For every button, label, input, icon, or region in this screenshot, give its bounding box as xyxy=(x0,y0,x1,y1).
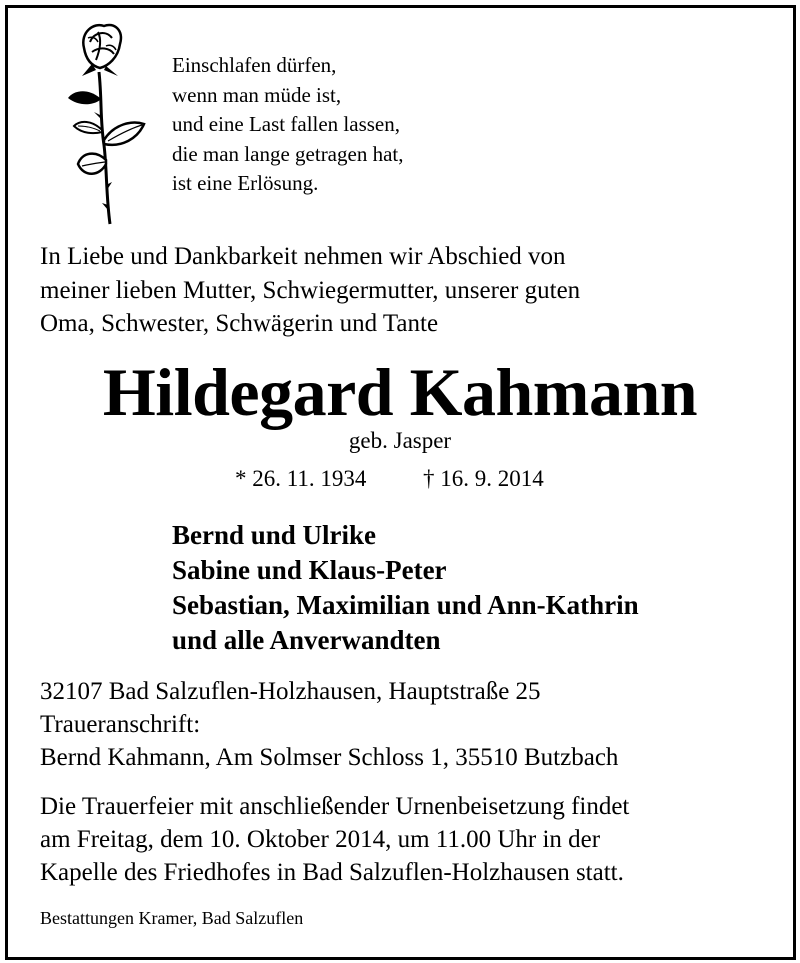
family-line: Sebastian, Maximilian und Ann-Kathrin xyxy=(172,590,639,620)
intro-line: In Liebe und Dankbarkeit nehmen wir Abschied von xyxy=(40,243,566,270)
poem-line: Einschlafen dürfen, xyxy=(172,53,337,77)
undertaker-credit: Bestattungen Kramer, Bad Salzuflen xyxy=(40,908,304,928)
ceremony-line: am Freitag, dem 10. Oktober 2014, um 11.00 Uhr in der xyxy=(40,826,601,853)
death-date: † 16. 9. 2014 xyxy=(423,466,544,491)
deceased-name: Hildegard Kahmann xyxy=(102,354,698,430)
intro-line: meiner lieben Mutter, Schwiegermutter, unserer guten xyxy=(40,276,581,304)
poem xyxy=(172,51,403,199)
poem-line: die man lange getragen hat, xyxy=(172,141,404,166)
residence-address: 32107 Bad Salzuflen-Holzhausen, Hauptstraße 25 xyxy=(40,678,541,705)
family-line: Sabine und Klaus-Peter xyxy=(172,555,447,585)
poem-line: ist eine Erlösung. xyxy=(172,171,319,195)
address-block xyxy=(40,675,618,774)
birth-date: * 26. 11. 1934 xyxy=(235,466,367,491)
poem-line: wenn man müde ist, xyxy=(172,82,342,107)
family-list xyxy=(172,518,639,658)
ceremony-info xyxy=(40,790,629,889)
ceremony-line: Die Trauerfeier mit anschließender Urnenbeisetzung findet xyxy=(40,793,630,820)
rose-icon xyxy=(62,20,146,226)
intro-line: Oma, Schwester, Schwägerin und Tante xyxy=(40,310,439,337)
mourning-address-label: Traueranschrift: xyxy=(40,711,201,738)
mourning-address: Bernd Kahmann, Am Solmser Schloss 1, 35510 Butzbach xyxy=(40,744,619,771)
maiden-name: geb. Jasper xyxy=(348,428,452,453)
ceremony-line: Kapelle des Friedhofes in Bad Salzuflen-Holzhausen statt. xyxy=(40,859,624,886)
family-line: und alle Anverwandten xyxy=(172,625,441,655)
intro-text xyxy=(40,240,580,341)
poem-line: und eine Last fallen lassen, xyxy=(172,112,401,136)
family-line: Bernd und Ulrike xyxy=(172,520,377,550)
